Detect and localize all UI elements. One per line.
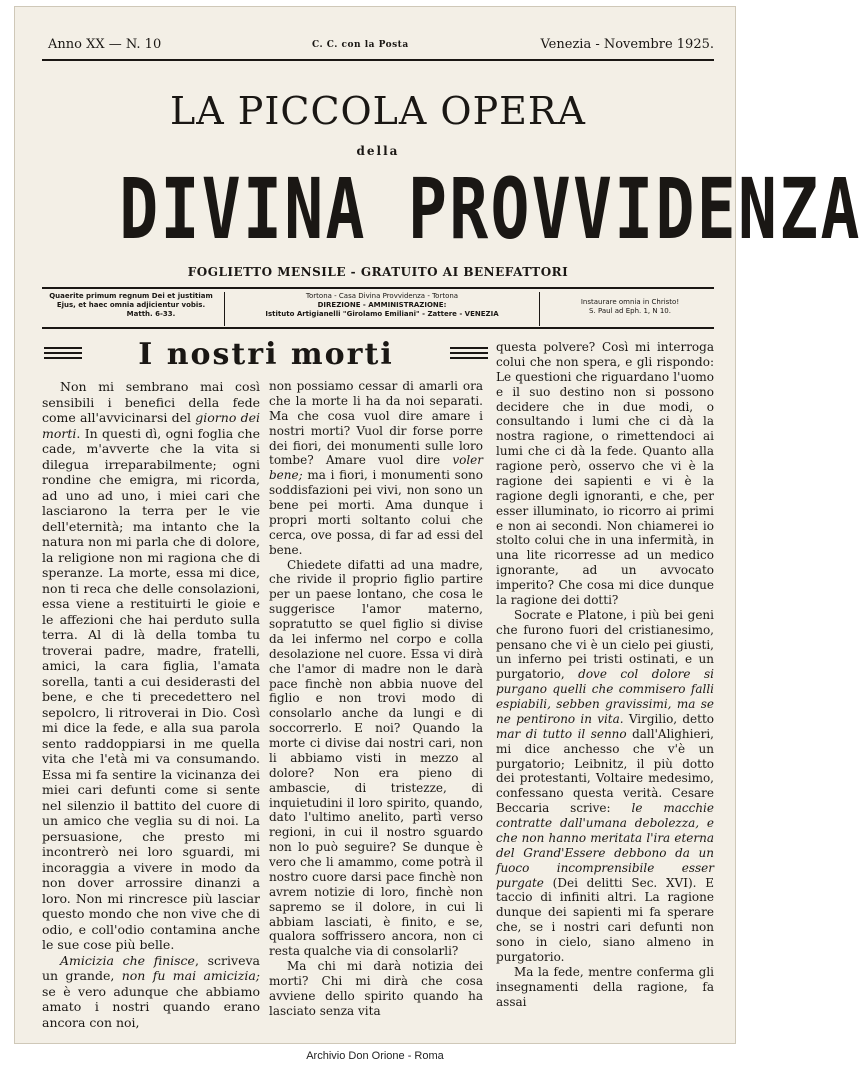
text-run: Amicizia che finisce: [60, 952, 195, 968]
archive-footer: Archivio Don Orione - Roma: [306, 1050, 444, 1062]
info-address-line: DIREZIONE - AMMINISTRAZIONE:: [317, 301, 447, 309]
text-run: le macchie contratte dall'umana debolezza, e che non hanno meritata l'ira eterna del Grand'Essere debbono da un fuoco incomprensibile esser purgate: [496, 801, 714, 890]
info-divider: [224, 292, 225, 326]
text-run: dove col dolore si purgano quelli che commisero falli espiabili, sebben gravissimi, ma se ne pentirono in vita.: [496, 667, 714, 726]
text-run: giorno dei morti: [42, 410, 260, 441]
text-run: mar di tutto il senno: [496, 726, 627, 741]
article-column-3: [496, 340, 714, 1009]
text-run: Virgilio, detto: [623, 711, 714, 726]
headline-ornament-right: [450, 347, 488, 362]
paragraph: [269, 379, 483, 558]
info-address-line: Istituto Artigianelli "Girolamo Emiliani" - Zattere - VENEZIA: [265, 310, 499, 318]
article-column-1: [42, 379, 260, 1030]
issue-number: Anno XX — N. 10: [48, 37, 162, 52]
info-address: [232, 292, 532, 319]
postal-note: C. C. con la Posta: [312, 40, 409, 50]
paragraph: Ma la fede, mentre conferma gli insegnamenti della ragione, fa assai: [496, 964, 714, 1009]
paragraph: [496, 608, 714, 965]
text-run: (Dei delitti Sec. XVI). E taccio di infiniti altri. La ragione dunque dei sapienti mi fa sperare che, se i nostri cari defunti non sono in cielo, siano almeno in purgatorio.: [496, 875, 714, 964]
article-headline: [42, 337, 490, 373]
paragraph: Chiedete difatti ad una madre, che rivide il proprio figlio partire per un paese lontano, che cosa le suggerisce l'amor materno, sopratutto se quel figlio si divise da lei infermo nel corpo e colla desolazione nel cuore. Essa vi dirà che l'amor di madre non le darà pace finchè non abbia nuove del figlio e non trovi modo di consolarlo anche da lungi e di soccorrerlo. E noi? Quando la morte ci divise dai nostri cari, non li abbiamo visti in mezzo al dolore? Non era pieno di ambascie, di tristezze, di inquietudini il loro spirito, quando, dato l'ultimo anelito, partì verso regioni, in cui il nostro sguardo non lo può seguire? Se dunque è vero che li amammo, come potrà il nostro cuore darsi pace finchè non avrem notizie di loro, finchè non sapremo se il dolore, in cui li abbiam lasciati, è finito, e se, qualora soffrissero ancora, non ci resta qualche via di consolarli?: [269, 557, 483, 959]
newspaper-page: [14, 6, 862, 1044]
text-run: , scriveva un grande,: [42, 952, 261, 983]
text-run: ma i fiori, i monumenti sono soddisfazioni pei vivi, non sono un bene pei morti. Ama dunque i propri morti soltanto colui che cerca, ove possa, di far ad essi del bene.: [269, 468, 483, 557]
title-line-2: DIVINA PROVVIDENZA: [119, 160, 862, 258]
info-motto-right-line: S. Paul ad Eph. 1, N 10.: [589, 307, 671, 315]
text-run: non fu mai amicizia;: [121, 968, 261, 983]
article-column-2: [269, 379, 483, 1019]
text-run: Non mi sembrano mai così sensibili i benefici della fede come all'avvicinarsi del: [42, 379, 260, 425]
subtitle: FOGLIETTO MENSILE - GRATUITO AI BENEFATTORI: [187, 265, 569, 279]
info-address-line: Tortona - Casa Divina Provvidenza - Tortona: [305, 292, 459, 300]
masthead-rule: [42, 59, 714, 61]
info-divider: [539, 292, 540, 326]
info-motto-left: [46, 292, 216, 319]
paragraph: [42, 953, 260, 1031]
text-run: voler bene;: [269, 453, 483, 483]
text-run: non possiamo cessar di amarli ora che la morte li ha da noi separati. Ma che cosa vuol dire amare i nostri morti? Vuol dir forse porre dei fiori, dei monumenti sulle loro tombe? Amare vuol dire: [269, 379, 483, 468]
title-line-1: LA PICCOLA OPERA: [170, 89, 586, 133]
text-run: . In questi dì, ogni foglia che cade, m'avverte che la vita si dilegua irreparabilmente; ogni rondine che emigra, mi ricorda, ad uno ad uno, i miei cari che lasciarono la terra per le vie dell'eternità; ma intanto che la natura non mi parla che di dolore, la religione non mi ragiona che di speranze. La morte, essa mi dice, non ti reca che delle consolazioni, essa viene a restituirti le gioie e le affezioni che hai perduto sulla terra. Al di là della tomba tu troverai padre, madre, fratelli, amici, la cara figlia, l'amata sorella, tanti a cui desiderasti del bene, e che ti precedettero nel sepolcro, li ritroverai in Dio. Così mi dice la fede, e alla sua parola sento raddoppiarsi in me quella vita che l'età mi va consumando. Essa mi fa sentire la vicinanza dei miei cari defunti come si sente nel silenzio il battito del cuore di un amico che veglia su di noi. La persuasione, che presto mi incontrerò nei loro sguardi, mi incoraggia a vivere in modo da non dover arrossire dinanzi a loro. Non mi rincresce più lasciar questo mondo che non vive che di odio, e coll'odio contamina anche le sue cose più belle.: [42, 425, 260, 952]
info-motto-left-line: Ejus, et haec omnia adjicientur vobis.: [56, 301, 206, 309]
info-box: [42, 287, 714, 329]
text-run: se è vero adunque che abbiamo amato i nostri quando erano ancora con noi,: [42, 983, 260, 1030]
paragraph: Ma chi mi darà notizia dei morti? Chi mi dirà che cosa avviene dello spirito quando ha lasciato senza vita: [269, 959, 483, 1018]
info-motto-right: [546, 292, 714, 316]
date-place: Venezia - Novembre 1925.: [540, 37, 714, 52]
text-run: Socrate e Platone, i più bei geni che furono fuori del cristianesimo, pensano che vi è un cielo pei giusti, un inferno pei tristi ostinati, e un purgatorio,: [496, 607, 714, 682]
info-motto-right-line: Instaurare omnia in Christo!: [580, 298, 680, 306]
title-della: della: [356, 144, 400, 158]
article-title: I nostri morti: [138, 337, 394, 372]
paragraph: questa polvere? Così mi interroga colui che non spera, e gli rispondo: Le questioni che riguardano l'uomo e il suo destino non si possono decidere che in due modi, o consultando i lumi che ci dà la nostra ragione, o rimettendoci ai lumi che ci dà la fede. Quanto alla ragione però, osservo che vi è la ragione dei sapienti e vi è la ragione degli ignoranti, e che, per esser illuminato, io ricorro ai primi e non ai secondi. Non chiamerei io stolto colui che in una infermità, in una lite ricorresse ad un medico ignorante, ad un avvocato imperito? Che cosa mi dice dunque la ragione dei dotti?: [496, 340, 714, 607]
info-motto-left-line: Matth. 6-33.: [126, 310, 176, 318]
info-motto-left-line: Quaerite primum regnum Dei et justitiam: [49, 292, 213, 300]
paragraph: [42, 379, 260, 953]
text-run: dall'Alighieri, mi dice anchesso che v'è un purgatorio; Leibnitz, il più dotto dei protestanti, Voltaire medesimo, confessano questa verità. Cesare Beccaria scrive:: [496, 726, 714, 816]
